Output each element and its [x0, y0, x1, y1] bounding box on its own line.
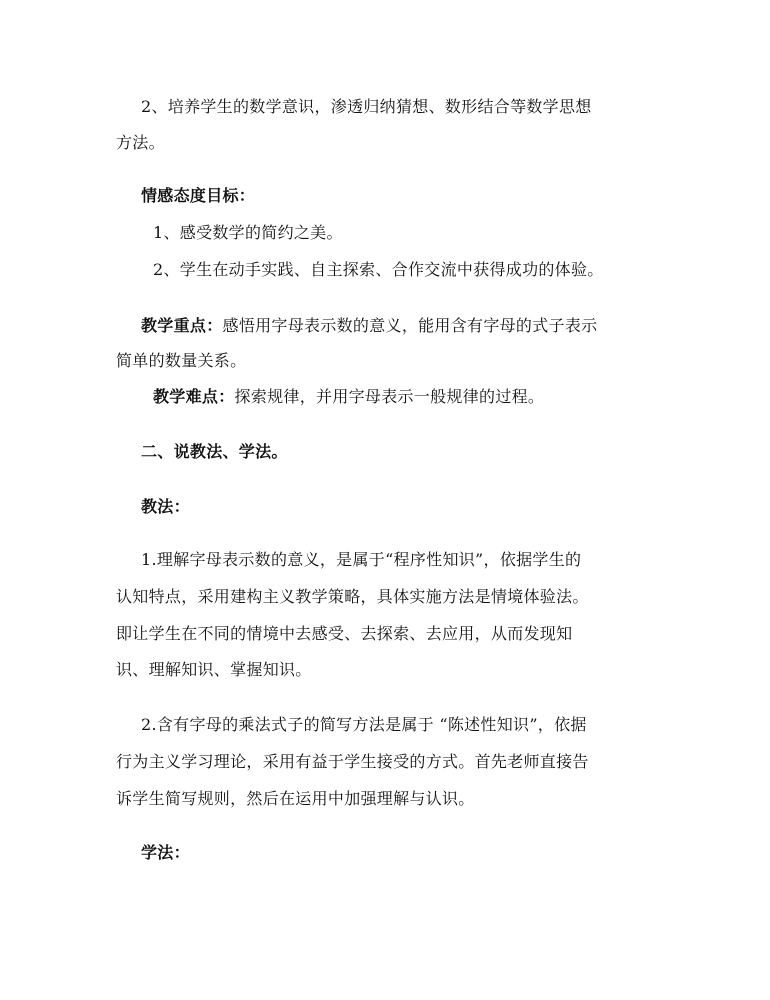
affective-goals-heading: 情感态度目标：: [141, 186, 256, 205]
teaching-method-p1-line-4: 识、理解知识、掌握知识。: [116, 660, 312, 679]
teaching-method-p1-line-1: 1.理解字母表示数的意义，是属于“程序性知识”，依据学生的: [141, 550, 582, 569]
teaching-method-p1-line-2: 认知特点，采用建构主义教学策略，具体实施方法是情境体验法。: [116, 587, 589, 606]
teaching-method-p1-line-3: 即让学生在不同的情境中去感受、去探索、去应用，从而发现知: [116, 624, 573, 643]
affective-goal-1: 1、感受数学的简约之美。: [153, 223, 343, 242]
section-2-heading: 二、说教法、学法。: [141, 442, 288, 461]
teaching-method-p2-line-1: 2.含有字母的乘法式子的简写方法是属于 “陈述性知识”，依据: [141, 715, 587, 734]
teaching-method-p2-line-3: 诉学生简写规则，然后在运用中加强理解与认识。: [116, 789, 475, 808]
difficult-point-label: 教学难点：: [153, 387, 235, 406]
difficult-point-text: 探索规律，并用字母表示一般规律的过程。: [234, 387, 545, 406]
goal-2-line-2: 方法。: [116, 133, 165, 152]
teaching-method-p2-line-2: 行为主义学习理论，采用有益于学生接受的方式。首先老师直接告: [116, 752, 589, 771]
goal-2-line-1: 2、培养学生的数学意识，渗透归纳猜想、数形结合等数学思想: [141, 97, 592, 116]
key-point-text: 感悟用字母表示数的意义，能用含有字母的式子表示: [222, 316, 598, 335]
teaching-method-heading: 教法：: [141, 497, 190, 516]
key-point-label: 教学重点：: [141, 316, 223, 335]
learning-method-heading: 学法：: [141, 843, 190, 862]
key-point-line-2: 简单的数量关系。: [116, 351, 247, 370]
key-point-line-1: [141, 315, 597, 337]
affective-goal-2: 2、学生在动手实践、自主探索、合作交流中获得成功的体验。: [153, 260, 604, 279]
difficult-point-line: [153, 386, 544, 408]
